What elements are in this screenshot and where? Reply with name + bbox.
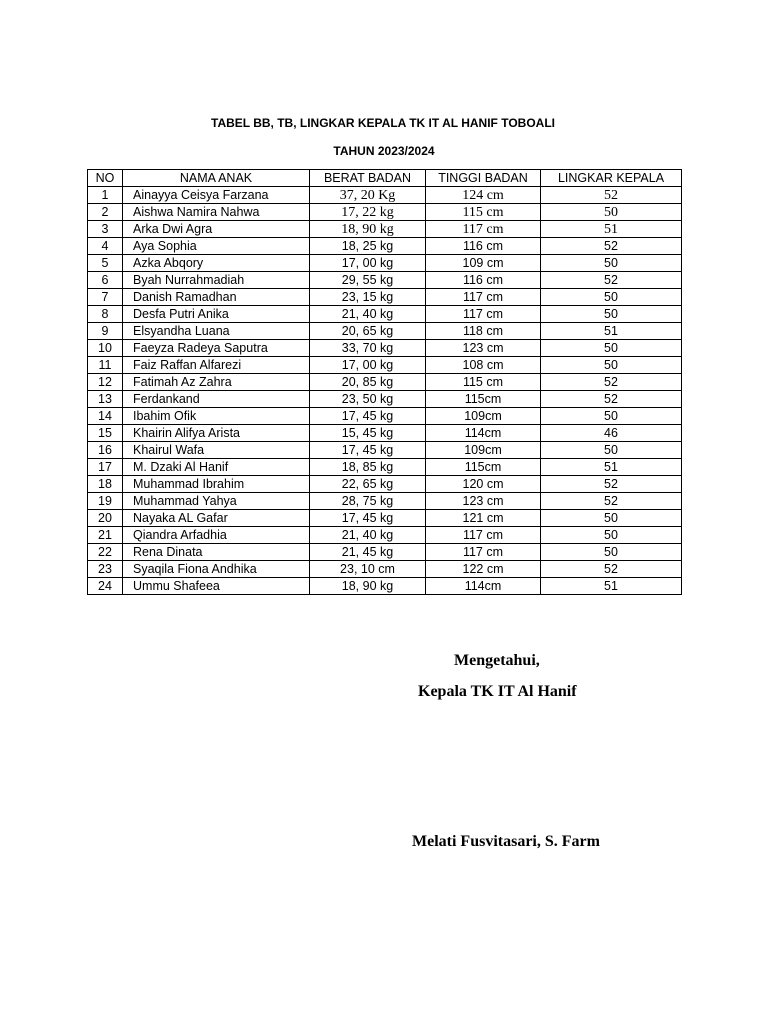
table-row bbox=[88, 187, 682, 204]
cell-berat-badan: 21, 45 kg bbox=[310, 544, 426, 561]
cell-nama-anak: Nayaka AL Gafar bbox=[123, 510, 310, 527]
document-title: TABEL BB, TB, LINGKAR KEPALA TK IT AL HANIF TOBOALI bbox=[211, 116, 555, 130]
cell-no: 16 bbox=[88, 442, 123, 459]
cell-tinggi-badan: 109cm bbox=[426, 408, 541, 425]
cell-nama-anak: Muhammad Yahya bbox=[123, 493, 310, 510]
cell-no: 11 bbox=[88, 357, 123, 374]
cell-nama-anak: Khairin Alifya Arista bbox=[123, 425, 310, 442]
cell-tinggi-badan: 123 cm bbox=[426, 493, 541, 510]
cell-nama-anak: Faiz Raffan Alfarezi bbox=[123, 357, 310, 374]
cell-no: 22 bbox=[88, 544, 123, 561]
cell-tinggi-badan: 117 cm bbox=[426, 289, 541, 306]
cell-lingkar-kepala: 50 bbox=[541, 510, 682, 527]
cell-tinggi-badan: 117 cm bbox=[426, 221, 541, 238]
cell-lingkar-kepala: 50 bbox=[541, 527, 682, 544]
table-row bbox=[88, 408, 682, 425]
cell-berat-badan: 17, 45 kg bbox=[310, 510, 426, 527]
cell-berat-badan: 17, 00 kg bbox=[310, 357, 426, 374]
cell-lingkar-kepala: 52 bbox=[541, 374, 682, 391]
cell-nama-anak: Aya Sophia bbox=[123, 238, 310, 255]
cell-lingkar-kepala: 52 bbox=[541, 272, 682, 289]
cell-nama-anak: Arka Dwi Agra bbox=[123, 221, 310, 238]
table-row bbox=[88, 255, 682, 272]
table-row bbox=[88, 289, 682, 306]
cell-berat-badan: 33, 70 kg bbox=[310, 340, 426, 357]
cell-no: 4 bbox=[88, 238, 123, 255]
header-lingkar-kepala: LINGKAR KEPALA bbox=[541, 170, 682, 187]
cell-lingkar-kepala: 50 bbox=[541, 544, 682, 561]
cell-no: 20 bbox=[88, 510, 123, 527]
cell-nama-anak: Fatimah Az Zahra bbox=[123, 374, 310, 391]
cell-tinggi-badan: 109cm bbox=[426, 442, 541, 459]
cell-no: 6 bbox=[88, 272, 123, 289]
cell-tinggi-badan: 115cm bbox=[426, 459, 541, 476]
cell-no: 5 bbox=[88, 255, 123, 272]
cell-nama-anak: Faeyza Radeya Saputra bbox=[123, 340, 310, 357]
cell-lingkar-kepala: 50 bbox=[541, 306, 682, 323]
cell-tinggi-badan: 117 cm bbox=[426, 544, 541, 561]
cell-tinggi-badan: 117 cm bbox=[426, 527, 541, 544]
cell-berat-badan: 37, 20 Kg bbox=[310, 187, 426, 204]
data-table bbox=[87, 169, 682, 595]
cell-nama-anak: Ummu Shafeea bbox=[123, 578, 310, 595]
table-row bbox=[88, 306, 682, 323]
cell-berat-badan: 17, 22 kg bbox=[310, 204, 426, 221]
cell-berat-badan: 18, 85 kg bbox=[310, 459, 426, 476]
cell-nama-anak: Danish Ramadhan bbox=[123, 289, 310, 306]
cell-berat-badan: 18, 90 kg bbox=[310, 578, 426, 595]
cell-nama-anak: Ainayya Ceisya Farzana bbox=[123, 187, 310, 204]
cell-no: 1 bbox=[88, 187, 123, 204]
cell-nama-anak: Ibahim Ofik bbox=[123, 408, 310, 425]
cell-lingkar-kepala: 50 bbox=[541, 255, 682, 272]
table-row bbox=[88, 221, 682, 238]
header-no: NO bbox=[88, 170, 123, 187]
cell-no: 14 bbox=[88, 408, 123, 425]
cell-tinggi-badan: 116 cm bbox=[426, 238, 541, 255]
table-row bbox=[88, 340, 682, 357]
cell-no: 24 bbox=[88, 578, 123, 595]
table-row bbox=[88, 459, 682, 476]
table-row bbox=[88, 238, 682, 255]
table-row bbox=[88, 493, 682, 510]
cell-no: 3 bbox=[88, 221, 123, 238]
cell-tinggi-badan: 118 cm bbox=[426, 323, 541, 340]
cell-lingkar-kepala: 51 bbox=[541, 578, 682, 595]
cell-tinggi-badan: 122 cm bbox=[426, 561, 541, 578]
table-row bbox=[88, 374, 682, 391]
cell-berat-badan: 17, 45 kg bbox=[310, 442, 426, 459]
header-tinggi-badan: TINGGI BADAN bbox=[426, 170, 541, 187]
cell-tinggi-badan: 124 cm bbox=[426, 187, 541, 204]
cell-no: 18 bbox=[88, 476, 123, 493]
cell-tinggi-badan: 109 cm bbox=[426, 255, 541, 272]
cell-berat-badan: 15, 45 kg bbox=[310, 425, 426, 442]
cell-lingkar-kepala: 51 bbox=[541, 221, 682, 238]
cell-lingkar-kepala: 52 bbox=[541, 238, 682, 255]
document-subtitle: TAHUN 2023/2024 bbox=[333, 144, 435, 158]
cell-no: 9 bbox=[88, 323, 123, 340]
cell-berat-badan: 28, 75 kg bbox=[310, 493, 426, 510]
cell-lingkar-kepala: 46 bbox=[541, 425, 682, 442]
cell-no: 15 bbox=[88, 425, 123, 442]
cell-tinggi-badan: 115 cm bbox=[426, 374, 541, 391]
cell-no: 2 bbox=[88, 204, 123, 221]
cell-no: 12 bbox=[88, 374, 123, 391]
cell-tinggi-badan: 114cm bbox=[426, 578, 541, 595]
cell-tinggi-badan: 115cm bbox=[426, 391, 541, 408]
cell-no: 8 bbox=[88, 306, 123, 323]
cell-no: 13 bbox=[88, 391, 123, 408]
table-row bbox=[88, 391, 682, 408]
cell-nama-anak: Aishwa Namira Nahwa bbox=[123, 204, 310, 221]
cell-berat-badan: 17, 00 kg bbox=[310, 255, 426, 272]
header-nama-anak: NAMA ANAK bbox=[123, 170, 310, 187]
cell-nama-anak: Khairul Wafa bbox=[123, 442, 310, 459]
cell-tinggi-badan: 108 cm bbox=[426, 357, 541, 374]
cell-lingkar-kepala: 50 bbox=[541, 442, 682, 459]
cell-no: 10 bbox=[88, 340, 123, 357]
cell-nama-anak: Syaqila Fiona Andhika bbox=[123, 561, 310, 578]
cell-berat-badan: 29, 55 kg bbox=[310, 272, 426, 289]
cell-tinggi-badan: 114cm bbox=[426, 425, 541, 442]
cell-berat-badan: 23, 50 kg bbox=[310, 391, 426, 408]
cell-berat-badan: 17, 45 kg bbox=[310, 408, 426, 425]
table-body bbox=[88, 187, 682, 595]
cell-no: 21 bbox=[88, 527, 123, 544]
cell-nama-anak: Azka Abqory bbox=[123, 255, 310, 272]
cell-berat-badan: 18, 25 kg bbox=[310, 238, 426, 255]
cell-nama-anak: Muhammad Ibrahim bbox=[123, 476, 310, 493]
cell-tinggi-badan: 121 cm bbox=[426, 510, 541, 527]
cell-berat-badan: 21, 40 kg bbox=[310, 306, 426, 323]
cell-lingkar-kepala: 51 bbox=[541, 459, 682, 476]
cell-berat-badan: 21, 40 kg bbox=[310, 527, 426, 544]
signature-name: Melati Fusvitasari, S. Farm bbox=[412, 833, 600, 850]
cell-lingkar-kepala: 50 bbox=[541, 289, 682, 306]
cell-no: 7 bbox=[88, 289, 123, 306]
cell-nama-anak: Desfa Putri Anika bbox=[123, 306, 310, 323]
table-row bbox=[88, 561, 682, 578]
cell-nama-anak: Elsyandha Luana bbox=[123, 323, 310, 340]
cell-tinggi-badan: 115 cm bbox=[426, 204, 541, 221]
cell-lingkar-kepala: 50 bbox=[541, 204, 682, 221]
cell-tinggi-badan: 120 cm bbox=[426, 476, 541, 493]
cell-lingkar-kepala: 50 bbox=[541, 408, 682, 425]
cell-nama-anak: Qiandra Arfadhia bbox=[123, 527, 310, 544]
table-row bbox=[88, 204, 682, 221]
cell-no: 17 bbox=[88, 459, 123, 476]
cell-berat-badan: 22, 65 kg bbox=[310, 476, 426, 493]
cell-lingkar-kepala: 52 bbox=[541, 476, 682, 493]
table-row bbox=[88, 578, 682, 595]
cell-lingkar-kepala: 52 bbox=[541, 391, 682, 408]
cell-nama-anak: Rena Dinata bbox=[123, 544, 310, 561]
table-row bbox=[88, 527, 682, 544]
signature-role: Kepala TK IT Al Hanif bbox=[418, 683, 577, 700]
cell-lingkar-kepala: 52 bbox=[541, 493, 682, 510]
cell-lingkar-kepala: 51 bbox=[541, 323, 682, 340]
cell-lingkar-kepala: 52 bbox=[541, 561, 682, 578]
signature-acknowledge: Mengetahui, bbox=[454, 652, 540, 669]
cell-nama-anak: M. Dzaki Al Hanif bbox=[123, 459, 310, 476]
table-row bbox=[88, 510, 682, 527]
cell-nama-anak: Ferdankand bbox=[123, 391, 310, 408]
cell-no: 19 bbox=[88, 493, 123, 510]
cell-lingkar-kepala: 50 bbox=[541, 357, 682, 374]
cell-nama-anak: Byah Nurrahmadiah bbox=[123, 272, 310, 289]
table-row bbox=[88, 425, 682, 442]
cell-berat-badan: 23, 15 kg bbox=[310, 289, 426, 306]
header-berat-badan: BERAT BADAN bbox=[310, 170, 426, 187]
cell-berat-badan: 20, 85 kg bbox=[310, 374, 426, 391]
table-row bbox=[88, 442, 682, 459]
cell-tinggi-badan: 116 cm bbox=[426, 272, 541, 289]
table-row bbox=[88, 544, 682, 561]
table-row bbox=[88, 272, 682, 289]
cell-berat-badan: 23, 10 cm bbox=[310, 561, 426, 578]
cell-lingkar-kepala: 52 bbox=[541, 187, 682, 204]
cell-berat-badan: 20, 65 kg bbox=[310, 323, 426, 340]
cell-tinggi-badan: 117 cm bbox=[426, 306, 541, 323]
table-row bbox=[88, 323, 682, 340]
cell-no: 23 bbox=[88, 561, 123, 578]
cell-lingkar-kepala: 50 bbox=[541, 340, 682, 357]
table-row bbox=[88, 476, 682, 493]
table-row bbox=[88, 357, 682, 374]
cell-berat-badan: 18, 90 kg bbox=[310, 221, 426, 238]
table-header-row bbox=[88, 170, 682, 187]
cell-tinggi-badan: 123 cm bbox=[426, 340, 541, 357]
